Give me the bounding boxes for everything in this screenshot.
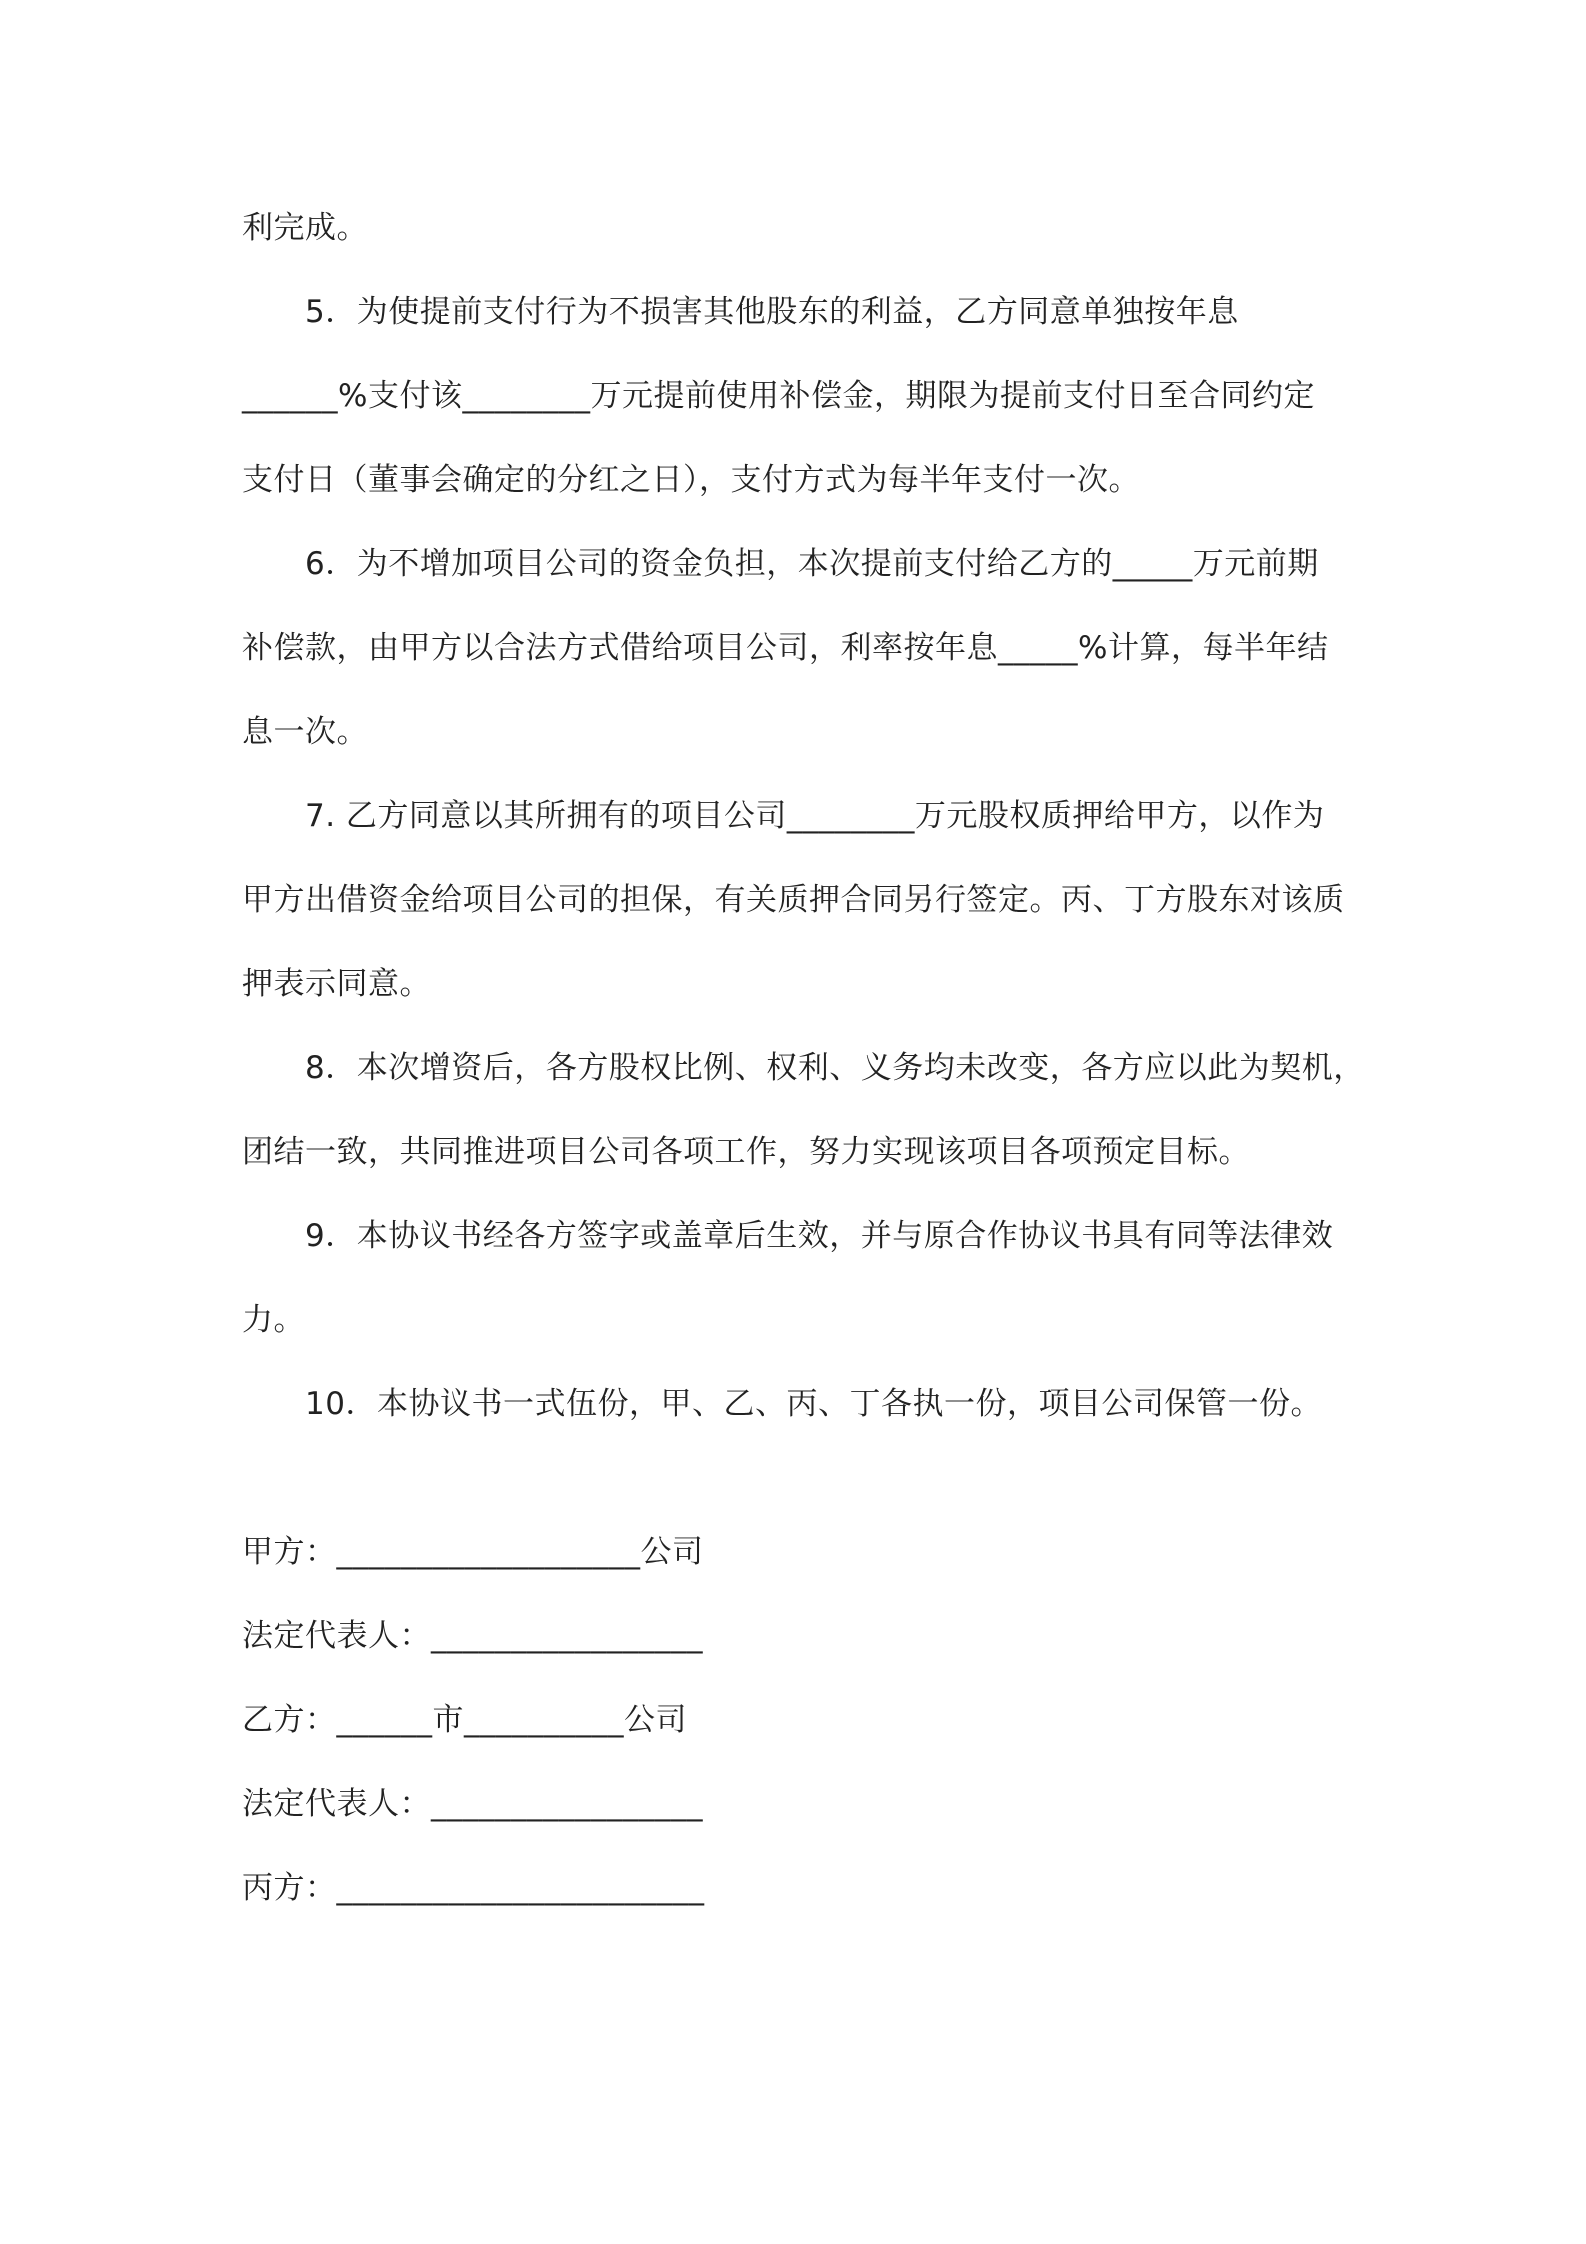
paragraph-line: 团结一致，共同推进项目公司各项工作，努力实现该项目各项预定目标。 [242, 1134, 1250, 1170]
paragraph-line: 9．本协议书经各方签字或盖章后生效，并与原合作协议书具有同等法律效 [305, 1218, 1334, 1254]
paragraph-line: 力。 [242, 1302, 305, 1338]
signature-line-representative-b: 法定代表人：_________________ [242, 1786, 703, 1822]
paragraph-line: 支付日（董事会确定的分红之日），支付方式为每半年支付一次。 [242, 462, 1140, 498]
signature-line-party-c: 丙方：_______________________ [242, 1870, 705, 1906]
paragraph-line: 押表示同意。 [242, 966, 431, 1002]
paragraph-line: 6．为不增加项目公司的资金负担，本次提前支付给乙方的_____万元前期 [305, 546, 1319, 582]
signature-line-party-b: 乙方：______市__________公司 [242, 1702, 687, 1738]
paragraph-line: 7. 乙方同意以其所拥有的项目公司________万元股权质押给甲方，以作为 [305, 798, 1325, 834]
paragraph-line: 10．本协议书一式伍份，甲、乙、丙、丁各执一份，项目公司保管一份。 [305, 1386, 1322, 1422]
paragraph-line: 5．为使提前支付行为不损害其他股东的利益，乙方同意单独按年息 [305, 294, 1239, 330]
signature-line-representative-a: 法定代表人：_________________ [242, 1618, 703, 1654]
paragraph-line: 8．本次增资后，各方股权比例、权利、义务均未改变，各方应以此为契机， [305, 1050, 1365, 1086]
signature-line-party-a: 甲方：___________________公司 [242, 1534, 704, 1570]
paragraph-line: ______%支付该________万元提前使用补偿金，期限为提前支付日至合同约定 [242, 378, 1315, 414]
paragraph-line: 补偿款，由甲方以合法方式借给项目公司，利率按年息_____%计算，每半年结 [242, 630, 1329, 666]
paragraph-line: 利完成。 [242, 210, 368, 246]
paragraph-line: 甲方出借资金给项目公司的担保，有关质押合同另行签定。丙、丁方股东对该质 [242, 882, 1345, 918]
paragraph-line: 息一次。 [242, 714, 368, 750]
